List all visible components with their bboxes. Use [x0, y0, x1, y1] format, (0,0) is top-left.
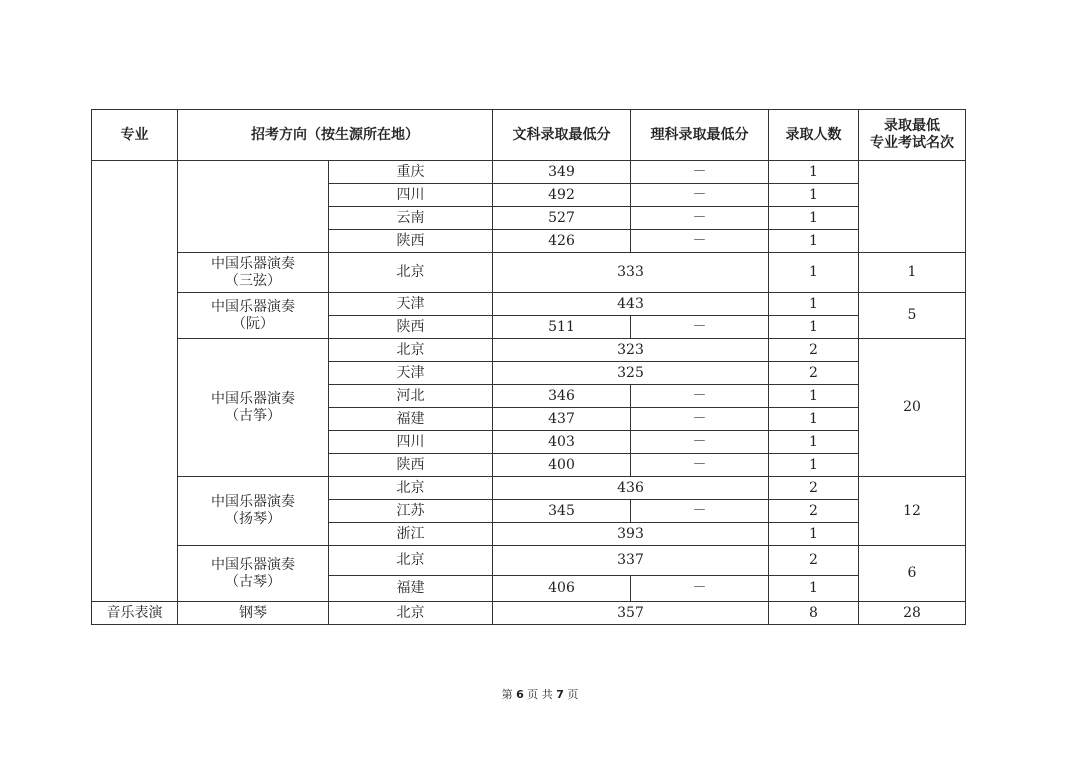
science-score-cell: － [631, 576, 769, 602]
region-cell: 浙江 [329, 523, 493, 546]
region-cell: 北京 [329, 477, 493, 500]
count-cell: 8 [769, 602, 859, 625]
combined-score-cell: 443 [493, 293, 769, 316]
combined-score-cell: 323 [493, 339, 769, 362]
count-cell: 1 [769, 184, 859, 207]
region-cell: 陕西 [329, 454, 493, 477]
count-cell: 1 [769, 253, 859, 293]
rank-cell: 5 [859, 293, 966, 339]
admission-score-table [91, 109, 966, 625]
arts-score-cell: 400 [493, 454, 631, 477]
footer-page-number: 6 [516, 688, 524, 701]
count-cell: 2 [769, 500, 859, 523]
arts-score-cell: 527 [493, 207, 631, 230]
science-score-cell: － [631, 207, 769, 230]
footer-suffix: 页 [567, 688, 579, 701]
table-header-row [92, 110, 966, 161]
direction-line2: （三弦） [225, 272, 281, 289]
region-cell: 北京 [329, 339, 493, 362]
region-cell: 天津 [329, 293, 493, 316]
count-cell: 1 [769, 293, 859, 316]
table-row [92, 293, 966, 316]
header-rank-line2: 专业考试名次 [870, 135, 954, 151]
direction-cell-ruan [178, 293, 329, 339]
region-cell: 江苏 [329, 500, 493, 523]
direction-cell-guzheng [178, 339, 329, 477]
direction-cell-piano: 钢琴 [178, 602, 329, 625]
header-rank [859, 110, 966, 161]
region-cell: 北京 [329, 546, 493, 576]
table-row [92, 161, 966, 184]
science-score-cell: － [631, 161, 769, 184]
header-major: 专业 [92, 110, 178, 161]
direction-cell-sanxian [178, 253, 329, 293]
region-cell: 福建 [329, 408, 493, 431]
header-direction: 招考方向（按生源所在地） [178, 110, 493, 161]
header-rank-line1: 录取最低 [884, 118, 940, 135]
footer-middle: 页 共 [527, 688, 553, 701]
count-cell: 1 [769, 523, 859, 546]
arts-score-cell: 346 [493, 385, 631, 408]
region-cell: 陕西 [329, 230, 493, 253]
direction-line1: 中国乐器演奏 [211, 556, 295, 573]
arts-score-cell: 345 [493, 500, 631, 523]
table-row [92, 477, 966, 500]
rank-cell: 12 [859, 477, 966, 546]
rank-cell-continued [859, 161, 966, 253]
count-cell: 1 [769, 408, 859, 431]
header-science-min: 理科录取最低分 [631, 110, 769, 161]
table-row [92, 602, 966, 625]
count-cell: 2 [769, 339, 859, 362]
science-score-cell: － [631, 316, 769, 339]
direction-line1: 中国乐器演奏 [211, 494, 295, 511]
major-cell: 音乐表演 [92, 602, 178, 625]
arts-score-cell: 406 [493, 576, 631, 602]
major-cell-continued [92, 161, 178, 602]
region-cell: 陕西 [329, 316, 493, 339]
count-cell: 2 [769, 362, 859, 385]
science-score-cell: － [631, 500, 769, 523]
arts-score-cell: 426 [493, 230, 631, 253]
combined-score-cell: 393 [493, 523, 769, 546]
direction-line2: （古筝） [225, 407, 281, 424]
footer-total-pages: 7 [556, 688, 564, 701]
direction-line1: 中国乐器演奏 [211, 298, 295, 315]
table-row [92, 253, 966, 293]
combined-score-cell: 337 [493, 546, 769, 576]
table-row [92, 339, 966, 362]
science-score-cell: － [631, 184, 769, 207]
count-cell: 2 [769, 477, 859, 500]
count-cell: 1 [769, 431, 859, 454]
table-row [92, 546, 966, 576]
combined-score-cell: 357 [493, 602, 769, 625]
arts-score-cell: 492 [493, 184, 631, 207]
count-cell: 1 [769, 385, 859, 408]
header-arts-min: 文科录取最低分 [493, 110, 631, 161]
rank-cell: 1 [859, 253, 966, 293]
science-score-cell: － [631, 385, 769, 408]
combined-score-cell: 333 [493, 253, 769, 293]
combined-score-cell: 436 [493, 477, 769, 500]
arts-score-cell: 437 [493, 408, 631, 431]
region-cell: 四川 [329, 431, 493, 454]
region-cell: 重庆 [329, 161, 493, 184]
region-cell: 云南 [329, 207, 493, 230]
science-score-cell: － [631, 230, 769, 253]
region-cell: 天津 [329, 362, 493, 385]
science-score-cell: － [631, 454, 769, 477]
rank-cell: 28 [859, 602, 966, 625]
rank-cell: 6 [859, 546, 966, 602]
region-cell: 河北 [329, 385, 493, 408]
direction-line2: （扬琴） [225, 511, 281, 527]
direction-line2: （阮） [232, 315, 274, 332]
count-cell: 1 [769, 161, 859, 184]
arts-score-cell: 403 [493, 431, 631, 454]
count-cell: 1 [769, 454, 859, 477]
direction-cell-continued [178, 161, 329, 253]
science-score-cell: － [631, 408, 769, 431]
direction-cell-guqin [178, 546, 329, 602]
direction-line1: 中国乐器演奏 [211, 255, 295, 272]
rank-cell: 20 [859, 339, 966, 477]
region-cell: 北京 [329, 602, 493, 625]
page-footer [0, 686, 1080, 702]
direction-line2: （古琴） [225, 573, 281, 590]
count-cell: 2 [769, 546, 859, 576]
count-cell: 1 [769, 230, 859, 253]
footer-prefix: 第 [501, 688, 513, 701]
direction-line1: 中国乐器演奏 [211, 390, 295, 407]
science-score-cell: － [631, 431, 769, 454]
count-cell: 1 [769, 207, 859, 230]
direction-cell-yangqin [178, 477, 329, 546]
region-cell: 北京 [329, 253, 493, 293]
count-cell: 1 [769, 576, 859, 602]
arts-score-cell: 349 [493, 161, 631, 184]
region-cell: 四川 [329, 184, 493, 207]
count-cell: 1 [769, 316, 859, 339]
combined-score-cell: 325 [493, 362, 769, 385]
arts-score-cell: 511 [493, 316, 631, 339]
header-count: 录取人数 [769, 110, 859, 161]
region-cell: 福建 [329, 576, 493, 602]
